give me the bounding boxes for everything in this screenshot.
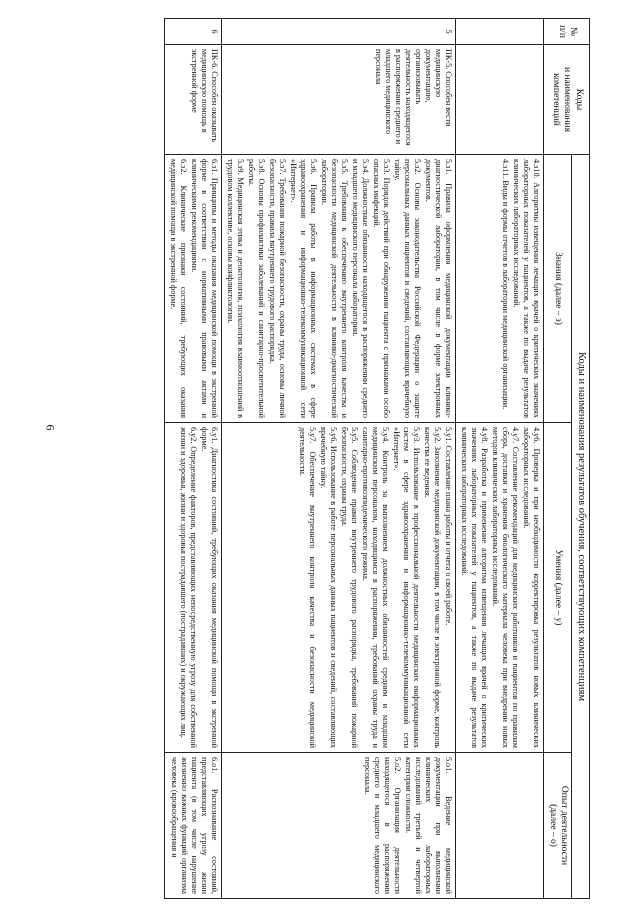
knowledge-item: 4.з10. Алгоритмы извещения лечащих врачей о критических значениях лабораторных показателей у пациентов, а также по выдаче результатов клинических лабораторных исследований.	[512, 159, 542, 418]
knowledge-item: 6.з1. Принципы и методы оказания медицинской помощи в экстренной форме в соответствии с нормативными правовыми актами и клиническими рекомендациями.	[190, 159, 220, 418]
skills-item: 5.у6. Использование в работе персональных данных пациентов и сведений, составляющих врачебную тайну.	[319, 427, 339, 748]
knowledge-cell	[165, 155, 222, 423]
header-knowledge: Знания (далее – з)	[544, 155, 572, 423]
skills-item: 5.у4. Контроль за выполнением должностных обязанностей средним и младшим медицинским персоналом, находящимся в распоряжении, требований охраны труда и санитарно-противоэпидемического режима.	[361, 427, 391, 748]
knowledge-item: 5.з9. Медицинская этика и деонтология, психология взаимоотношений в трудовом коллективе, основы конфликтологии.	[226, 159, 246, 418]
skills-item: 4.у8. Разработка и применение алгоритма извещения лечащих врачей о критических значениях лабораторных показателей у пациентов, а также по выдаче результатов клинических лабораторных исследований.	[460, 427, 490, 748]
skills-cell	[456, 423, 544, 753]
row-number: 6	[165, 19, 222, 45]
header-num: № п/п	[544, 19, 590, 45]
table-row	[222, 19, 456, 899]
row-number	[456, 19, 544, 45]
knowledge-cell	[456, 155, 544, 423]
competence-cell: ПК-6. Способен оказывать медицинскую помощь в экстренной форме	[165, 45, 222, 155]
knowledge-item: 5.з1. Правила оформления медицинской документации клинико-диагностической лаборатории, в том числе в форме электронных документов.	[424, 159, 454, 418]
row-number: 5	[222, 19, 456, 45]
header-group: Коды и наименования результатов обучения, соответствующих компетенциям	[572, 155, 590, 899]
rotated-document	[50, 18, 590, 898]
experience-item: 6.о1. Распознавание состояний, представляющих угрозу жизни пациента (в том числе нарушение жизненно важных функций организма человека (кровообращения и	[170, 757, 220, 895]
knowledge-item: 5.з8. Основы профилактики заболеваний и санитарно-просветительной работы.	[247, 159, 267, 418]
experience-cell	[165, 753, 222, 899]
table-body	[165, 19, 544, 899]
skills-item: 4.у6. Проверка и при необходимости корректировка результатов новых клинических лабораторных исследований.	[522, 427, 542, 748]
skills-cell	[222, 423, 456, 753]
experience-cell	[222, 753, 456, 899]
page-number: 6	[43, 424, 58, 431]
knowledge-item: 5.з2. Основы законодательства Российской Федерации о защите персональных данных пациентов и сведений, составляющих врачебную тайну.	[393, 159, 423, 418]
skills-item: 5.у3. Использование в профессиональной деятельности медицинских информационных систем в сфере здравоохранения и информационно-телекоммуникационной сети «Интернет».	[392, 427, 422, 748]
competence-table	[164, 18, 590, 899]
table-row	[165, 19, 222, 899]
skills-item: 5.у2. Заполнение медицинской документации, в том числе в электронной форме, контроль качества ее ведения.	[423, 427, 443, 748]
knowledge-item: 5.з5. Требования к обеспечению внутреннего контроля качества и безопасности медицинской деятельности в клинико-диагностической лаборатории.	[320, 159, 350, 418]
header-skills: Умения (далее – у)	[544, 423, 572, 753]
experience-item: 5.о1. Ведение медицинской документации при выполнении клинических лабораторных исследований третьей и четвертой категории сложности.	[404, 757, 454, 895]
skills-item: 6.у2. Определение факторов, представляющих непосредственную угрозу для собственной жизни и здоровья, жизни и здоровья пострадавшего (пострадавших) и окружающих лиц.	[179, 427, 199, 748]
skills-item: 4.у7. Составление рекомендаций для медицинских работников и пациентов по правилам сбора, доставки и хранения биологического материала человека при внедрении новых методов клинических лабораторных исследований.	[491, 427, 521, 748]
knowledge-item: 5.з6. Правила работы в информационных системах в сфере здравоохранения и информационно-телекоммуникационной сети «Интернет».	[289, 159, 319, 418]
skills-item: 5.у1. Составление плана работы и отчета о своей работе.	[444, 427, 454, 626]
skills-item: 5.у5. Соблюдение правил внутреннего трудового распорядка, требований пожарной безопасности, охраны труда.	[340, 427, 360, 748]
knowledge-item: 5.з3. Порядок действий при обнаружении пациента с признаками особо опасных инфекций.	[372, 159, 392, 418]
skills-item: 6.у1. Диагностика состояний, требующих оказания медицинской помощи в экстренной форме.	[200, 427, 220, 748]
experience-cell	[456, 753, 544, 899]
header-codes: Коды и наименования компетенций	[544, 45, 590, 155]
skills-cell	[165, 423, 222, 753]
competence-cell: ПК-5. Способен вести медицинскую документацию, организовывать деятельность находящегося в распоряжении среднего и младшего медицинского персонала	[222, 45, 456, 155]
knowledge-item: 5.з7. Требования пожарной безопасности, охраны труда, основы личной безопасности, правила внутреннего трудового распорядка.	[268, 159, 288, 418]
table-row	[456, 19, 544, 899]
competence-cell	[456, 45, 544, 155]
experience-item: 5.о2. Организация деятельности находящегося в распоряжении среднего и младшего медицинского персонала.	[363, 757, 403, 895]
knowledge-cell	[222, 155, 456, 423]
knowledge-item: 4.з11. Виды и формы отчетов в лаборатории медицинской организации.	[501, 159, 511, 410]
knowledge-item: 5.з4. Должностные обязанности находящегося в распоряжении среднего и младшего медицинского персонала лаборатории.	[351, 159, 371, 418]
skills-item: 5.у7. Обеспечение внутреннего контроля качества и безопасности медицинской деятельности.	[298, 427, 318, 748]
knowledge-item: 6.з2. Клинические признаки состояний, требующих оказания медицинской помощи в экстренной форме.	[169, 159, 189, 418]
header-experience: Опыт деятельности (далее – о)	[544, 753, 572, 899]
